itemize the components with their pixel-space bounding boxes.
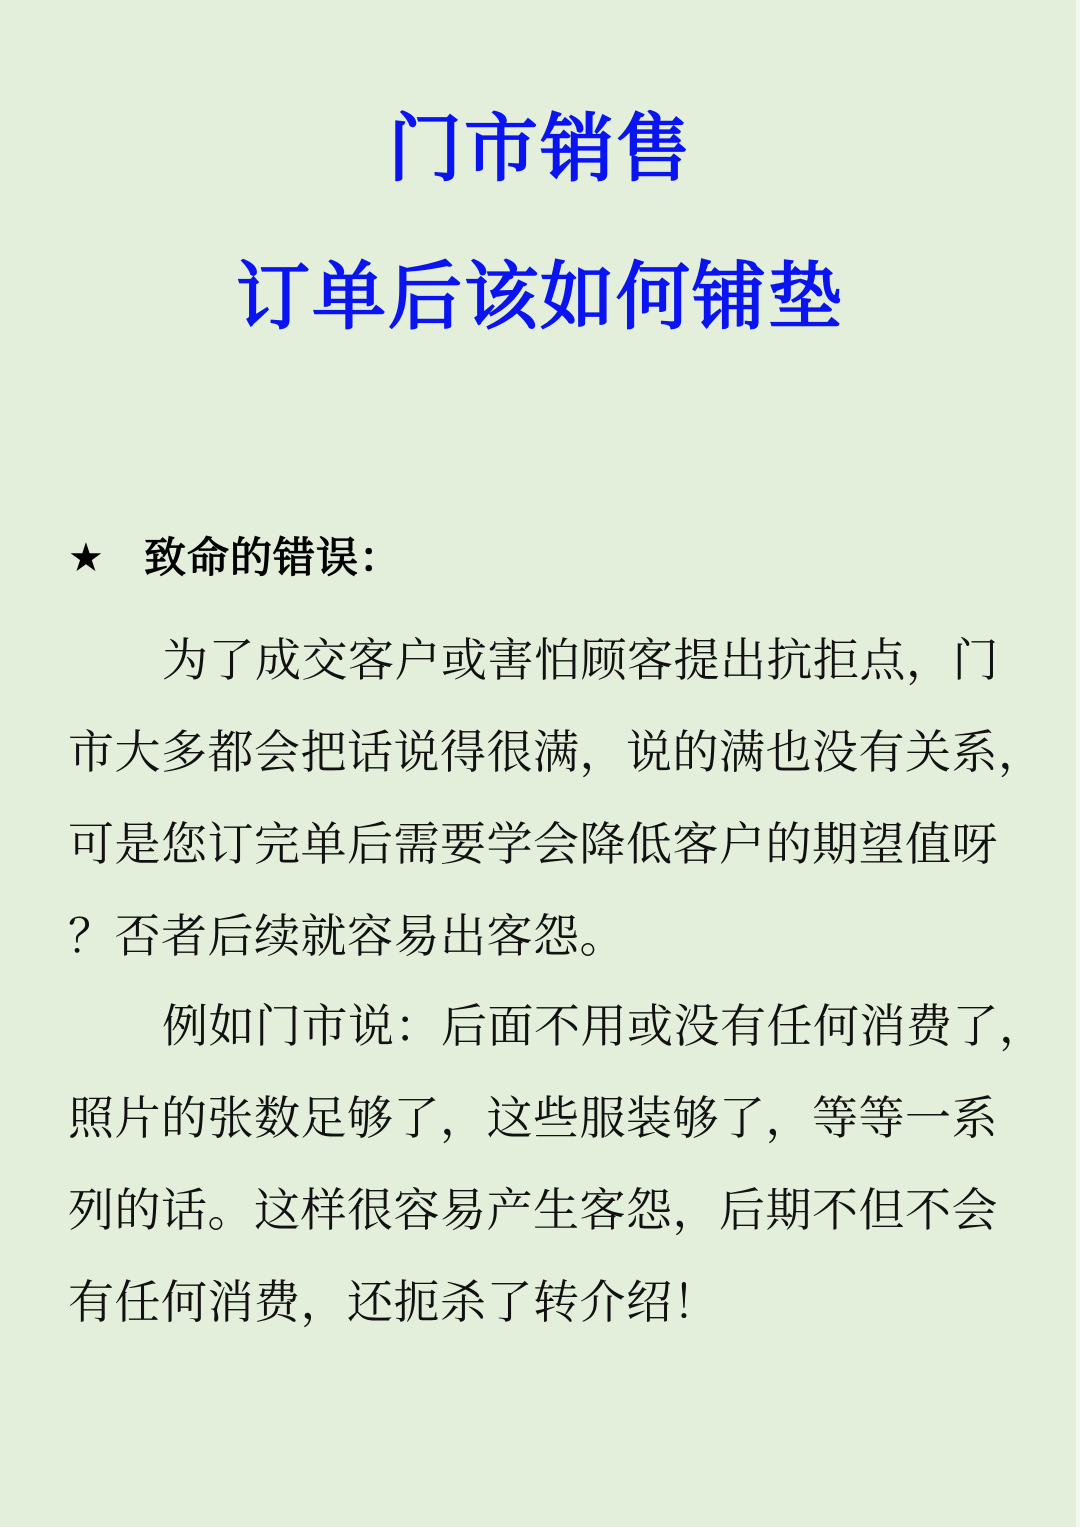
paragraph-line: ？否者后续就容易出客怨。 <box>68 909 626 963</box>
star-icon: ★ <box>68 535 104 581</box>
section-heading <box>68 528 402 588</box>
paragraph-line: 例如门市说：后面不用或没有任何消费了， <box>162 999 1046 1053</box>
paragraph-line: 列的话。这样很容易产生客怨，后期不但不会 <box>68 1183 998 1237</box>
paragraph-line: 为了成交客户或害怕顾客提出抗拒点，门 <box>162 633 999 687</box>
paragraph-1 <box>68 614 1045 982</box>
paragraph-2 <box>68 980 1046 1348</box>
paragraph-line: 有任何消费，还扼杀了转介绍！ <box>68 1275 719 1329</box>
title-line-1: 门市销售 <box>388 106 692 192</box>
section-heading-text: 致命的错误： <box>144 533 403 582</box>
paragraph-line: 照片的张数足够了，这些服装够了，等等一系 <box>68 1091 998 1145</box>
paragraph-line: 可是您订完单后需要学会降低客户的期望值呀 <box>68 817 998 871</box>
title-line-2: 订单后该如何铺垫 <box>236 254 844 340</box>
paragraph-line: 市大多都会把话说得很满，说的满也没有关系， <box>68 725 1045 779</box>
